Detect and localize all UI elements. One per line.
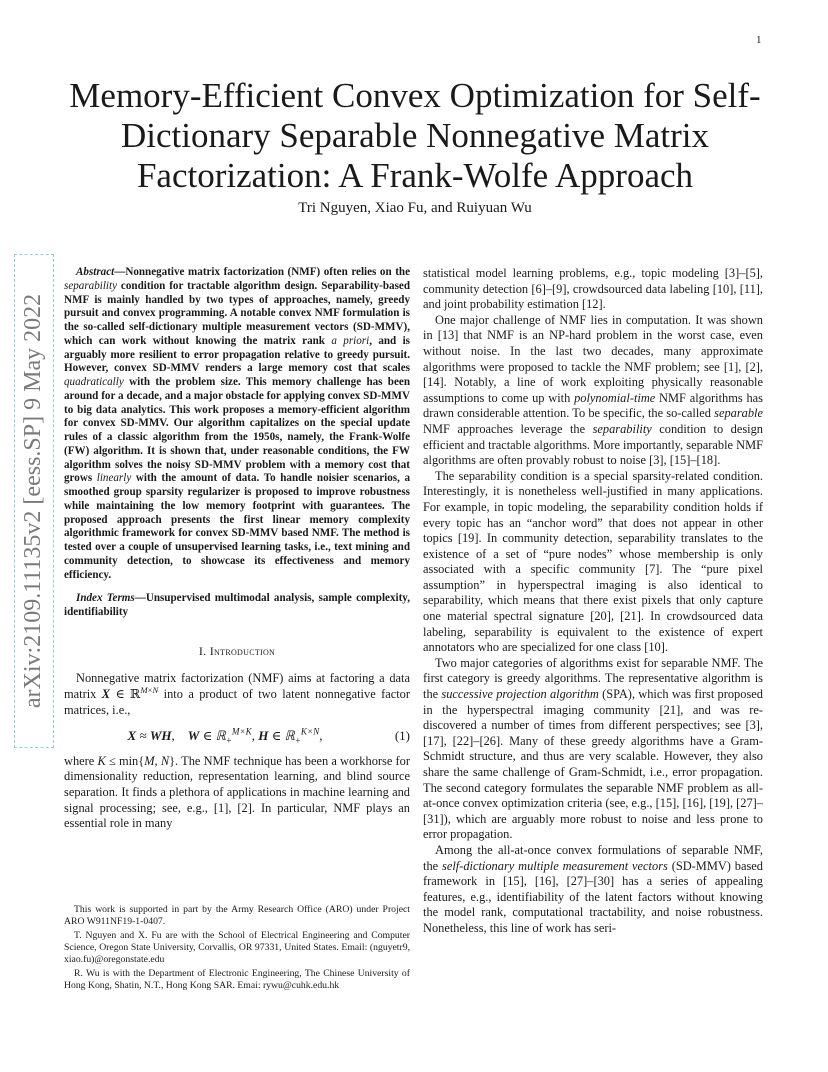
page-number: 1 xyxy=(756,34,762,46)
intro-paragraph xyxy=(64,754,410,832)
index-terms-heading: Index Terms xyxy=(76,592,135,605)
author-list: Tri Nguyen, Xiao Fu, and Ruiyuan Wu xyxy=(298,200,532,216)
intro-paragraph xyxy=(423,843,763,937)
intro-paragraph xyxy=(423,313,763,469)
intro-paragraph: The separability condition is a special sparsity-related condition. Interestingly, it is nonetheless well-justified in many applications. For example, in topic modeling, the separability condition holds if every topic has an “anchor word” that does not appear in other topics [19]. In community detection, separability translates to the existence of a set of “pure nodes” whose membership is only associated with a specific community [7]. The “pure pixel assumption” in hyperspectral imaging is also identical to separability, which means that there exist pixels that only capture one material spectral signature [20], [21]. In crowdsourced data labeling, separability is equivalent to the existence of expert annotators who are specialized for one class [10]. xyxy=(423,468,763,655)
abstract-text: —Nonnegative matrix factorization (NMF) often relies on the xyxy=(114,266,410,278)
intro-text: NMF approaches leverage the xyxy=(423,421,593,436)
abstract-text: condition for tractable algorithm design. Separability-based NMF is mainly handled by two types of approaches, namely, greedy pursuit and convex programming. A notable convex NMF formulation is the so-called self-dictionary multiple measurement vectors (SD-MMV), which can work without knowing the matrix rank xyxy=(64,279,410,347)
intro-text: where xyxy=(64,753,98,768)
footnotes xyxy=(64,904,410,994)
intro-paragraph xyxy=(64,671,410,718)
intro-text: NMF algorithms has drawn considerable attention. To be specific, the so-called xyxy=(423,390,763,421)
inline-math: X ∈ ℝ$^{M\times N}$ xyxy=(101,684,159,701)
intro-paragraph xyxy=(423,656,763,843)
intro-paragraph: statistical model learning problems, e.g., topic modeling [3]–[5], community detection [6]–[9], crowdsourced data labeling [10], [11], and joint probability estimation [12]. xyxy=(423,266,763,312)
index-terms-text: —Unsupervised multimodal analysis, sample complexity, identifiability xyxy=(64,592,410,618)
intro-text: (SD-MMV) based framework in [15], [16], [27]–[30] has a series of appealing features, e.g., identifiability of the latent factors without knowing the model rank, computational tractability, and noise robustness. Nonetheless, this line of work has seri- xyxy=(423,858,763,935)
abstract-text: with the problem size. This memory challenge has been around for a decade, and a major obstacle for applying convex SD-MMV to big data analytics. This work proposes a memory-efficient algorithm for convex SD-MMV. Our algorithm capitalizes on the special update rules of a classic algorithm from the 1950s, namely, the Frank-Wolfe (FW) algorithm. It is shown that, under reasonable conditions, the FW algorithm solves the noisy SD-MMV problem with a memory cost that grows xyxy=(64,376,410,485)
intro-text: condition to design efficient and tractable algorithms. More importantly, separable NMF algorithms are often provably robust to noise [3], [15]–[18]. xyxy=(423,421,763,468)
intro-text: into a product of two latent nonnegative factor matrices, i.e., xyxy=(64,686,410,717)
abstract-emphasis: a priori xyxy=(331,334,370,347)
intro-emphasis: separability xyxy=(592,421,652,436)
abstract-text: , and is arguably more resilient to error propagation relative to greedy pursuit. However, convex SD-MMV renders a large memory cost that scales xyxy=(64,334,410,375)
arxiv-stamp-text: arXiv:2109.11135v2 [eess.SP] 9 May 2022 xyxy=(14,254,54,748)
section-heading-introduction xyxy=(64,644,410,660)
equation-1 xyxy=(64,728,410,744)
equation-body: X ≈ WH, W ∈ ℝ$_+^{M\times K}$, H ∈ ℝ$_+^{K\times N}$, xyxy=(127,726,323,746)
abstract-text: with the amount of data. To handle noisier scenarios, a smoothed group sparsity regularizer is proposed to improve robustness while maintaining the low memory footprint with guarantees. The proposed approach presents the first linear memory complexity algorithmic framework for convex SD-MMV based NMF. The method is tested over a couple of unsupervised learning tasks, i.e., text mining and community detection, to showcase its effectiveness and memory efficiency. xyxy=(64,472,411,581)
intro-emphasis: successive projection algorithm xyxy=(441,687,599,702)
abstract-heading: Abstract xyxy=(76,266,115,278)
index-terms xyxy=(64,592,410,620)
footnote-funding: This work is supported in part by the Army Research Office (ARO) under Project ARO W911NF19-1-0407. xyxy=(64,904,410,927)
intro-text: (SPA), which was first proposed in the hyperspectral imaging community [21], and was re-discovered a number of times from different perspectives; see [3], [17], [22]–[26]. Many of these greedy algorithms have a Gram-Schmidt structure, and thus are very scalable. However, they also share the same challenge of Gram-Schmidt, i.e., error propagation. The second category formulates the separable NMF problem as all-at-once convex optimization criteria (see, e.g., [15], [16], [19], [27]–[31]), which are arguably more robust to noise and less prone to error propagation. xyxy=(423,687,763,842)
intro-text: Two major categories of algorithms exist for separable NMF. The first category is greedy algorithms. The representative algorithm is the xyxy=(423,655,763,702)
section-title: Introduction xyxy=(209,643,276,658)
footnote-affiliation: T. Nguyen and X. Fu are with the School of Electrical Engineering and Computer Science, Oregon State University, Corvallis, OR 97331, United States. Email: (nguyetr9, xiao.fu)@oregonstate.edu xyxy=(64,930,410,965)
left-column xyxy=(64,266,410,832)
intro-text: Nonnegative matrix factorization (NMF) aims at factoring a data matrix xyxy=(64,671,410,701)
paper-title: Memory-Efficient Convex Optimization for Self-Dictionary Separable Nonnegative Matrix Factorization: A Frank-Wolfe Approach xyxy=(69,76,761,195)
intro-text: . The NMF technique has been a workhorse for dimensionality reduction, representation learning, and blind source separation. It finds a plethora of applications in machine learning and signal processing; see, e.g., [1], [2]. In particular, NMF plays an essential role in many xyxy=(64,753,410,831)
equation-number: (1) xyxy=(394,728,410,744)
intro-emphasis: separable xyxy=(714,406,763,421)
intro-emphasis: self-dictionary multiple measurement vectors xyxy=(442,858,668,873)
right-column xyxy=(423,266,763,937)
intro-text: Among the all-at-once convex formulations of separable NMF, the xyxy=(423,842,763,873)
inline-math: K ≤ min{M, N} xyxy=(97,753,176,768)
intro-emphasis: polynomial-time xyxy=(574,390,656,405)
abstract-emphasis: quadratically xyxy=(64,376,124,388)
footnote-affiliation: R. Wu is with the Department of Electronic Engineering, The Chinese University of Hong Kong, Shatin, N.T., Hong Kong SAR. Emai: rywu@cuhk.edu.hk xyxy=(64,968,410,991)
abstract-emphasis: separability xyxy=(64,279,117,292)
abstract xyxy=(64,266,410,582)
abstract-emphasis: linearly xyxy=(96,472,132,485)
intro-text: One major challenge of NMF lies in computation. It was shown in [13] that NMF is an NP-hard problem in the worst case, even without noise. In the last two decades, many approximate algorithms were proposed to tackle the NMF problem; see [1], [2], [14]. Notably, a line of work exploiting physically reasonable assumptions to come up with xyxy=(423,312,763,405)
section-numeral: I. xyxy=(198,643,210,658)
arxiv-stamp xyxy=(14,254,54,748)
